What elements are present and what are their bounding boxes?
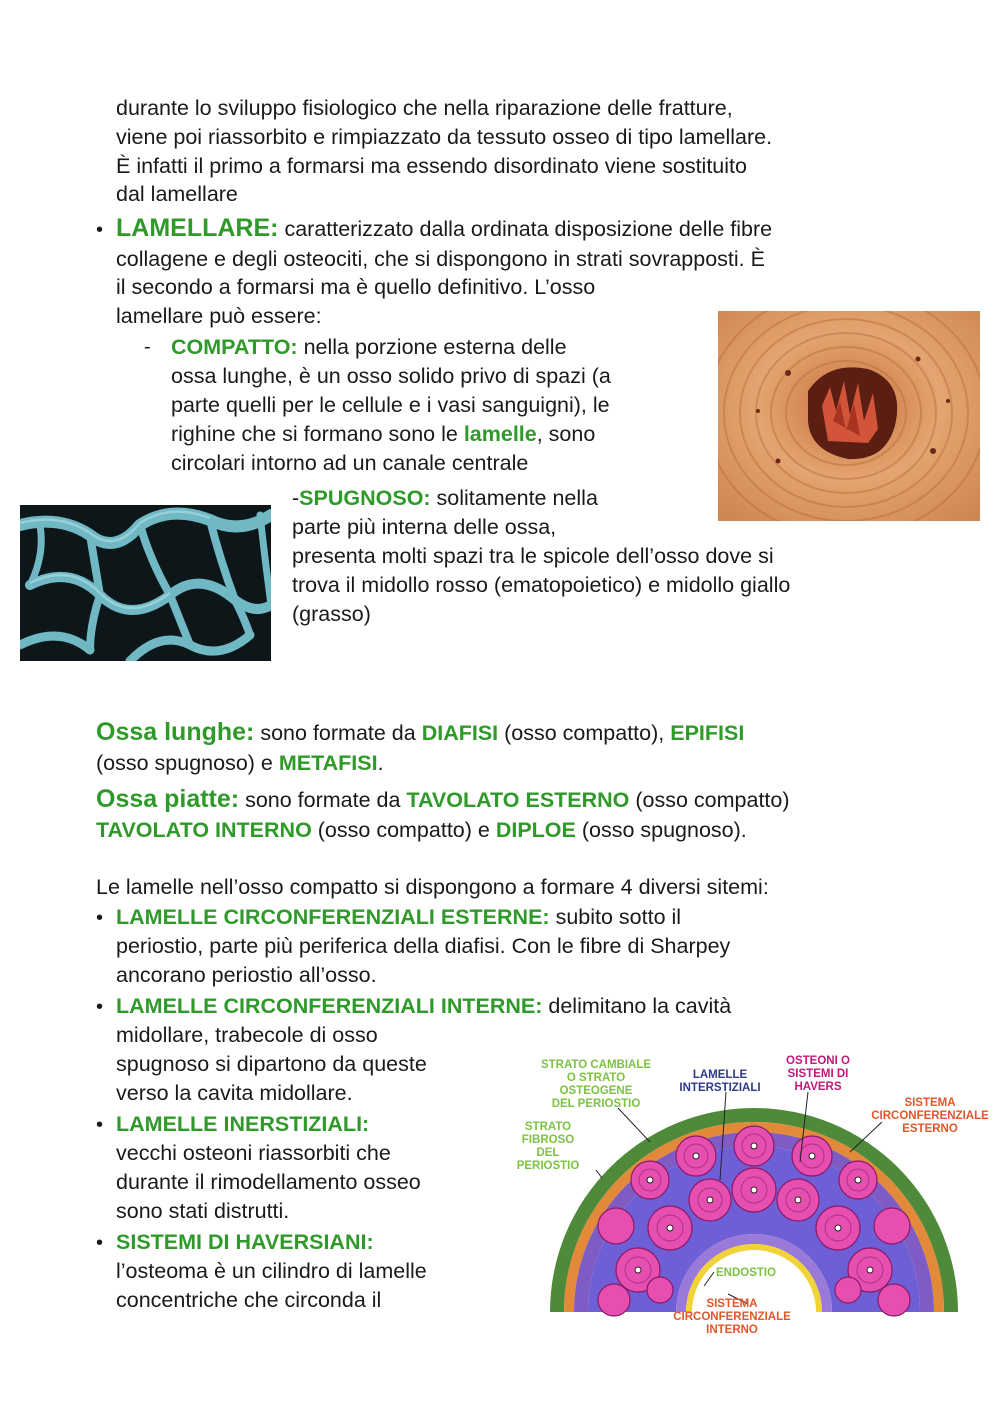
svg-text:O STRATO: O STRATO: [566, 1072, 626, 1084]
lamelle-highlight: lamelle: [463, 422, 537, 446]
metafisi-term: METAFISI: [278, 751, 378, 775]
svg-text:CIRCONFERENZIALE: CIRCONFERENZIALE: [871, 1110, 989, 1122]
bullet: •: [96, 907, 104, 929]
compatto-line-4: [171, 420, 595, 449]
compatto-line-2: ossa lunghe, è un osso solido privo di spazi (a: [171, 364, 611, 388]
label-sistema-esterno: [871, 1097, 989, 1135]
compatto-line-1: [171, 333, 567, 362]
bullet: •: [96, 1232, 104, 1254]
bone-section-diagram: [510, 1050, 990, 1350]
svg-text:DEL: DEL: [536, 1147, 560, 1159]
ossa-lunghe-line-2: [96, 749, 384, 778]
ossa-lunghe-line-1: [96, 718, 744, 748]
svg-text:PERIOSTIO: PERIOSTIO: [516, 1160, 580, 1172]
svg-text:HAVERS: HAVERS: [794, 1081, 842, 1093]
lce-label: LAMELLE CIRCONFERENZIALI ESTERNE:: [116, 905, 550, 929]
lci-line-4: verso la cavita midollare.: [116, 1081, 353, 1105]
label-strato-cambiale: [541, 1059, 651, 1110]
ossa-piatte-line-2: [96, 816, 747, 845]
lci-line-3: spugnoso si dipartono da queste: [116, 1052, 427, 1076]
lin-line-2: vecchi osteoni riassorbiti che: [116, 1141, 391, 1165]
compatto-line-3: parte quelli per le cellule e i vasi sanguigni), le: [171, 393, 610, 417]
dash: -: [144, 336, 151, 358]
intro-line-4: dal lamellare: [116, 182, 238, 206]
bullet: •: [96, 1114, 104, 1136]
label-endostio: ENDOSTIO: [715, 1267, 777, 1279]
lamellare-text: caratterizzato dalla ordinata disposizione delle fibre: [278, 217, 773, 241]
compatto-text: nella porzione esterna delle: [297, 335, 567, 359]
ossa-lunghe-text-2: (osso compatto),: [498, 721, 671, 745]
intro-line-1: durante lo sviluppo fisiologico che nella riparazione delle fratture,: [116, 96, 733, 120]
compact-bone-photo: [718, 311, 980, 521]
spongy-bone-photo: [20, 505, 271, 661]
diafisi-term: DIAFISI: [421, 721, 499, 745]
ossa-lunghe-text-3: (osso spugnoso) e: [96, 751, 279, 775]
svg-text:INTERSTIZIALI: INTERSTIZIALI: [679, 1082, 761, 1094]
compatto-line-4-post: , sono: [536, 422, 596, 446]
lci-line-2: midollare, trabecole di osso: [116, 1023, 378, 1047]
bullet: •: [96, 219, 104, 241]
sh-label: SISTEMI DI HAVERSIANI:: [116, 1230, 374, 1254]
spugnoso-line-2: parte più interna delle ossa,: [292, 515, 557, 539]
intro-line-3: È infatti il primo a formarsi ma essendo disordinato viene sostituito: [116, 154, 747, 178]
tavolato-esterno-term: TAVOLATO ESTERNO: [406, 788, 630, 812]
intro-line-2: viene poi riassorbito e rimpiazzato da tessuto osseo di tipo lamellare.: [116, 125, 773, 149]
compatto-label: COMPATTO:: [171, 335, 298, 359]
ossa-piatte-text-3: (osso compatto) e: [311, 818, 496, 842]
spugnoso-line-4: trova il midollo rosso (ematopoietico) e midollo giallo: [292, 573, 791, 597]
dash: -: [292, 486, 300, 510]
spugnoso-line-5: (grasso): [292, 602, 371, 626]
lce-text: subito sotto il: [549, 905, 682, 929]
ossa-lunghe-label: Ossa lunghe:: [96, 718, 255, 746]
lci-line-1: [116, 992, 731, 1021]
svg-text:CIRCONFERENZIALE: CIRCONFERENZIALE: [673, 1311, 791, 1323]
tavolato-interno-term: TAVOLATO INTERNO: [96, 818, 312, 842]
spugnoso-line-3: presenta molti spazi tra le spicole dell’osso dove si: [292, 544, 774, 568]
svg-text:ESTERNO: ESTERNO: [902, 1123, 958, 1135]
label-osteoni: [786, 1055, 850, 1093]
label-strato-fibroso: [517, 1121, 580, 1172]
lce-line-1: [116, 903, 681, 932]
svg-text:DEL PERIOSTIO: DEL PERIOSTIO: [551, 1098, 641, 1110]
spugnoso-text: solitamente nella: [430, 486, 598, 510]
ossa-lunghe-period: .: [377, 751, 384, 775]
bullet: •: [96, 996, 104, 1018]
epifisi-term: EPIFISI: [670, 721, 745, 745]
ossa-piatte-text-4: (osso spugnoso).: [575, 818, 747, 842]
spugnoso-line-1: [292, 484, 598, 513]
diploe-term: DIPLOE: [495, 818, 576, 842]
svg-text:OSTEOGENE: OSTEOGENE: [559, 1085, 633, 1097]
lce-line-3: ancorano periostio all’osso.: [116, 963, 377, 987]
lamellare-line-2: collagene e degli osteociti, che si dispongono in strati sovrapposti. È: [116, 247, 765, 271]
svg-text:OSTEONI O: OSTEONI O: [786, 1055, 850, 1067]
svg-text:LAMELLE: LAMELLE: [692, 1069, 748, 1081]
lin-line-3: durante il rimodellamento osseo: [116, 1170, 421, 1194]
svg-text:STRATO CAMBIALE: STRATO CAMBIALE: [540, 1059, 652, 1071]
svg-text:SISTEMA: SISTEMA: [706, 1298, 758, 1310]
lamellare-line-1: [116, 214, 772, 244]
ossa-piatte-text: sono formate da: [239, 788, 407, 812]
lce-line-2: periostio, parte più periferica della diafisi. Con le fibre di Sharpey: [116, 934, 731, 958]
svg-text:SISTEMA: SISTEMA: [904, 1097, 956, 1109]
lci-label: LAMELLE CIRCONFERENZIALI INTERNE:: [116, 994, 543, 1018]
sh-line-1: [116, 1228, 374, 1257]
lin-line-1: [116, 1110, 369, 1139]
lci-text: delimitano la cavità: [542, 994, 732, 1018]
svg-text:STRATO: STRATO: [524, 1121, 572, 1133]
lin-line-4: sono stati distrutti.: [116, 1199, 290, 1223]
ossa-piatte-label: Ossa piatte:: [96, 785, 240, 813]
lin-label: LAMELLE INERSTIZIALI:: [116, 1112, 370, 1136]
ossa-lunghe-text: sono formate da: [254, 721, 422, 745]
svg-text:INTERNO: INTERNO: [706, 1324, 758, 1336]
lamellare-line-4: lamellare può essere:: [116, 304, 322, 328]
ossa-piatte-line-1: [96, 785, 790, 815]
label-lamelle-interstiziali: [679, 1069, 760, 1094]
ossa-piatte-text-2: (osso compatto): [629, 788, 790, 812]
lamellare-line-3: il secondo a formarsi ma è quello definitivo. L’osso: [116, 275, 596, 299]
lamelle-intro: Le lamelle nell’osso compatto si dispongono a formare 4 diversi sitemi:: [96, 875, 769, 899]
lamellare-label: LAMELLARE:: [116, 214, 279, 242]
svg-text:SISTEMI DI: SISTEMI DI: [787, 1068, 849, 1080]
sh-line-3: concentriche che circonda il: [116, 1288, 382, 1312]
sh-line-2: l’osteoma è un cilindro di lamelle: [116, 1259, 427, 1283]
svg-text:FIBROSO: FIBROSO: [521, 1134, 575, 1146]
compatto-line-5: circolari intorno ad un canale centrale: [171, 451, 529, 475]
compatto-line-4-pre: righine che si formano sono le: [171, 422, 464, 446]
spugnoso-label: SPUGNOSO:: [299, 486, 431, 510]
